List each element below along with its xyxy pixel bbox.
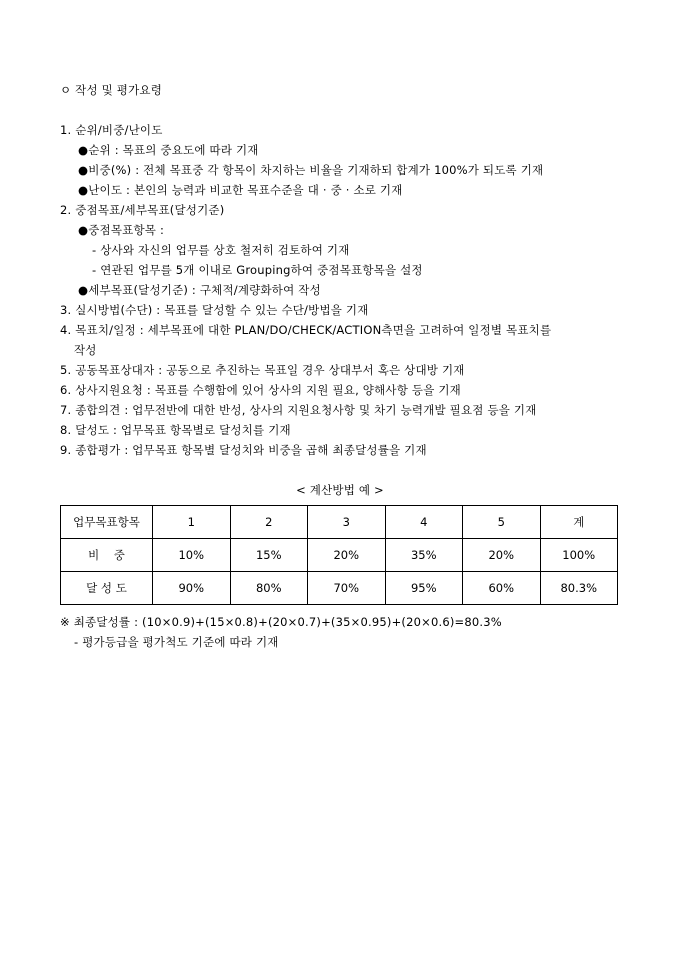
section-heading: ㅇ 작성 및 평가요령 [60, 83, 163, 97]
text-line-4: ●난이도 : 본인의 능력과 비교한 목표수준을 대 · 중 · 소로 기재 [78, 183, 403, 197]
table-caption: < 계산방법 예 > [296, 483, 384, 497]
text-line-11: 4. 목표치/일정 : 세부목표에 대한 PLAN/DO/CHECK/ACTION측면을 고려하여 일정별 목표치를 [60, 323, 552, 337]
text-line-15: 7. 종합의견 : 업무전반에 대한 반성, 상사의 지원요청사항 및 차기 능력개발 필요점 등을 기재 [60, 403, 537, 417]
text-line-17: 9. 종합평가 : 업무목표 항목별 달성치와 비중을 곱해 최종달성률을 기재 [60, 443, 427, 457]
text-line-7: - 상사와 자신의 업무를 상호 철저히 검토하여 기재 [92, 243, 350, 257]
formula-note: ※ 최종달성률 : (10×0.9)+(15×0.8)+(20×0.7)+(35×0.95)+(20×0.6)=80.3% [60, 615, 502, 629]
text-line-5: 2. 중점목표/세부목표(달성기준) [60, 203, 225, 217]
table-cell: 80.3% [540, 572, 618, 605]
text-line-9: ●세부목표(달성기준) : 구체적/계량화하여 작성 [78, 283, 321, 297]
table-cell: 35% [385, 539, 463, 572]
text-line-10: 3. 실시방법(수단) : 목표를 달성할 수 있는 수단/방법을 기재 [60, 303, 369, 317]
table-cell: 80% [230, 572, 308, 605]
table-cell: 15% [230, 539, 308, 572]
text-line-8: - 연관된 업무를 5개 이내로 Grouping하여 중점목표항목을 설정 [92, 263, 423, 277]
table-cell: 2 [230, 506, 308, 539]
text-line-6: ●중점목표항목 : [78, 223, 165, 237]
text-line-3: ●비중(%) : 전체 목표중 각 항목이 차지하는 비율을 기재하되 합계가 100%가 되도록 기재 [78, 163, 544, 177]
text-line-16: 8. 달성도 : 업무목표 항목별로 달성치를 기재 [60, 423, 291, 437]
text-line-14: 6. 상사지원요청 : 목표를 수행함에 있어 상사의 지원 필요, 양해사항 등을 기재 [60, 383, 461, 397]
table-cell: 비 중 [61, 539, 153, 572]
table-cell: 업무목표항목 [61, 506, 153, 539]
table-header-row [61, 506, 618, 539]
table-cell: 20% [308, 539, 386, 572]
table-cell: 60% [463, 572, 541, 605]
table-cell: 1 [153, 506, 231, 539]
table-cell: 달 성 도 [61, 572, 153, 605]
text-line-2: ●순위 : 목표의 중요도에 따라 기재 [78, 143, 259, 157]
grading-note: - 평가등급을 평가척도 기준에 따라 기재 [74, 635, 279, 649]
table-cell: 20% [463, 539, 541, 572]
table-cell: 3 [308, 506, 386, 539]
table-cell: 100% [540, 539, 618, 572]
table-cell: 95% [385, 572, 463, 605]
table-cell: 10% [153, 539, 231, 572]
table-cell: 70% [308, 572, 386, 605]
table-cell: 5 [463, 506, 541, 539]
table-cell: 90% [153, 572, 231, 605]
calculation-table [60, 505, 618, 605]
table-row [61, 539, 618, 572]
table-cell: 계 [540, 506, 618, 539]
table-row [61, 572, 618, 605]
table-cell: 4 [385, 506, 463, 539]
text-line-1: 1. 순위/비중/난이도 [60, 123, 163, 137]
text-line-12: 작성 [74, 343, 97, 357]
text-line-13: 5. 공동목표상대자 : 공동으로 추진하는 목표일 경우 상대부서 혹은 상대방 기재 [60, 363, 465, 377]
